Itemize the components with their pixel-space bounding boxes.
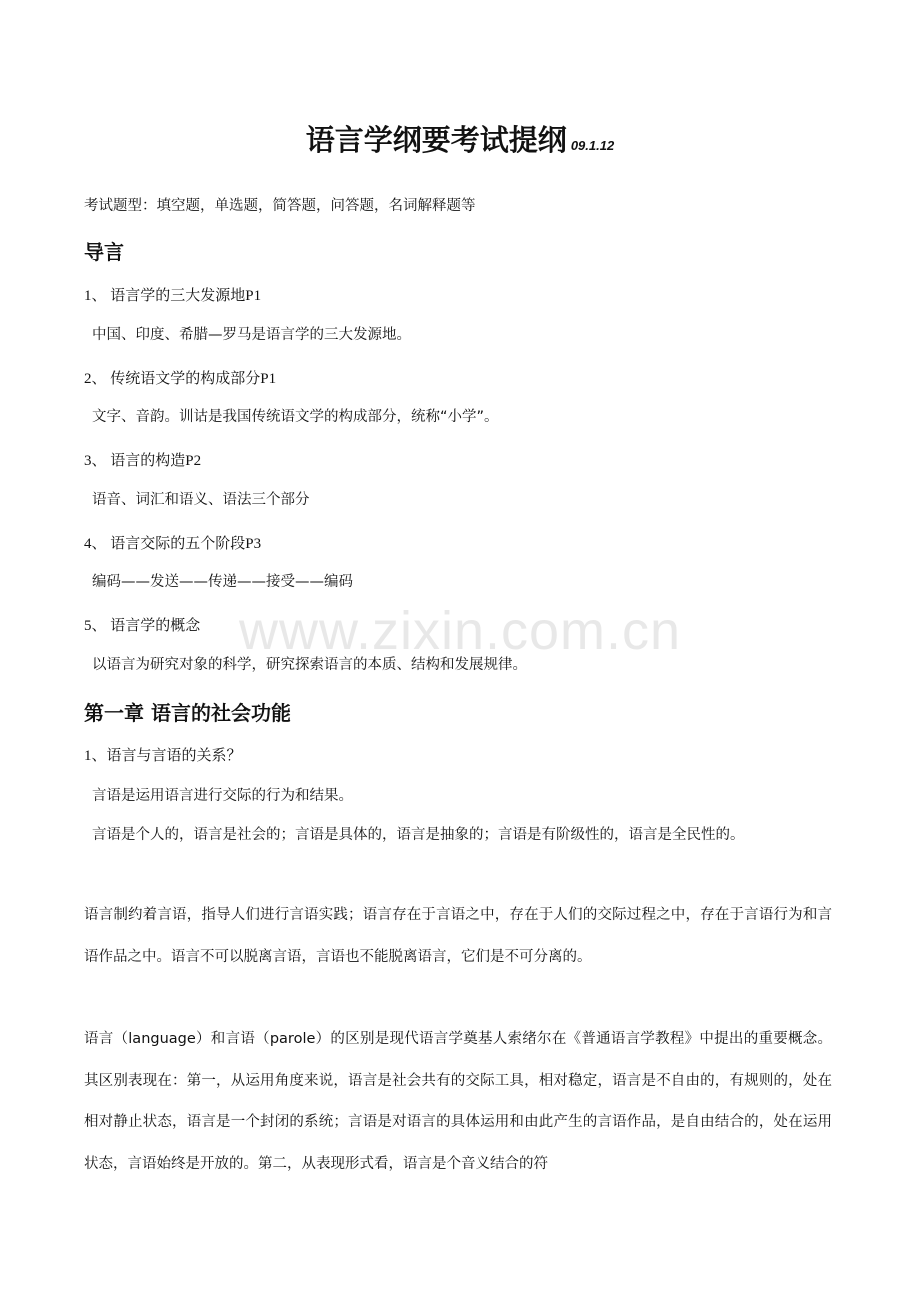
intro-answer-1: 中国、印度、希腊—罗马是语言学的三大发源地。	[92, 327, 411, 343]
intro-question-4: 4、 语言交际的五个阶段P3	[84, 536, 262, 552]
intro-question-3: 3、 语言的构造P2	[84, 453, 202, 469]
intro-answer-4: 编码——发送——传递——接受——编码	[92, 574, 353, 590]
intro-answer-3: 语音、词汇和语义、语法三个部分	[92, 492, 310, 508]
intro-question-1: 1、 语言学的三大发源地P1	[84, 288, 262, 304]
document-title	[0, 118, 920, 159]
chapter1-answer-2: 言语是个人的，语言是社会的；言语是具体的，语言是抽象的；言语是有阶级性的，语言是全民性的。	[92, 827, 745, 843]
watermark: www.zixin.com.cn	[238, 601, 682, 661]
title-text: 语言学纲要考试提纲	[305, 123, 567, 157]
chapter1-paragraph-2: 语言（language）和言语（parole）的区别是现代语言学奠基人索绪尔在《普通语言学教程》中提出的重要概念。其区别表现在：第一，从运用角度来说，语言是社会共有的交际工具，相对稳定，语言是不自由的，有规则的，处在相对静止状态，语言是一个封闭的系统；言语是对语言的具体运用和由此产生的言语作品，是自由结合的，处在运用状态，言语始终是开放的。第二，从表现形式看，语言是个音义结合的符	[84, 1031, 832, 1172]
section-heading-chapter1: 第一章 语言的社会功能	[84, 701, 291, 725]
exam-types: 考试题型：填空题，单选题，简答题，问答题，名词解释题等	[84, 198, 476, 214]
chapter1-answer-1: 言语是运用语言进行交际的行为和结果。	[92, 788, 353, 804]
chapter1-question-1: 1、语言与言语的关系？	[84, 748, 242, 764]
chapter1-paragraph-1: 语言制约着言语，指导人们进行言语实践；语言存在于言语之中，存在于人们的交际过程之中，存在于言语行为和言语作品之中。语言不可以脱离言语，言语也不能脱离语言，它们是不可分离的。	[84, 907, 832, 965]
intro-question-5: 5、 语言学的概念	[84, 618, 201, 634]
intro-answer-2: 文字、音韵。训诂是我国传统语文学的构成部分，统称“小学”。	[92, 409, 499, 425]
section-heading-intro: 导言	[84, 240, 124, 264]
intro-answer-5: 以语言为研究对象的科学，研究探索语言的本质、结构和发展规律。	[92, 657, 527, 673]
title-date: 09.1.12	[570, 138, 615, 153]
intro-question-2: 2、 传统语文学的构成部分P1	[84, 371, 277, 387]
